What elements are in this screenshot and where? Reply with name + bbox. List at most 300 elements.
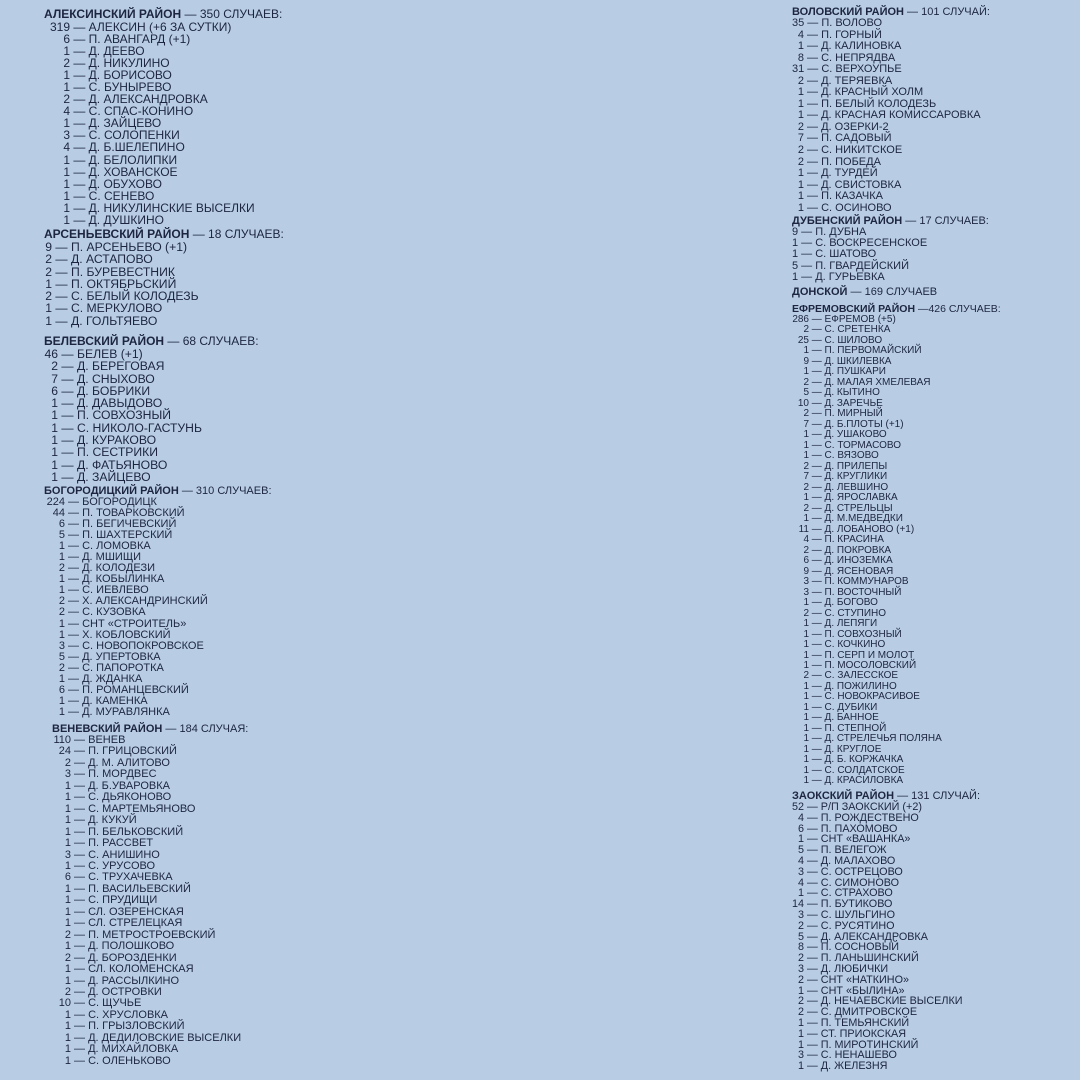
case-count: 1	[797, 887, 804, 900]
district-name: ДУБЕНСКИЙ РАЙОН	[792, 215, 903, 227]
case-count: 1	[63, 116, 70, 131]
settlement-name: — Д. КОБЫЛИНКА	[65, 573, 165, 586]
settlement-name: — С. УРУСОВО	[71, 859, 156, 872]
case-count: 1	[803, 722, 809, 734]
case-count: 1	[64, 894, 71, 907]
case-count: 5	[803, 387, 809, 399]
case-count: 2	[797, 120, 804, 133]
case-count: 1	[64, 1008, 71, 1021]
case-count: 6	[797, 822, 804, 835]
settlement-name: — С. ЩУЧЬЕ	[71, 997, 142, 1010]
settlement-name: — П. САДОВЫЙ	[804, 132, 892, 145]
case-count: 2	[797, 995, 804, 1008]
case-count: 1	[51, 457, 58, 472]
district-count: — 131 СЛУЧАЙ:	[894, 790, 980, 802]
case-count: 2	[45, 289, 52, 304]
district-list	[52, 735, 248, 1067]
case-count: 10	[797, 397, 809, 409]
settlement-name: — П. МЕТРОСТРОЕВСКИЙ	[71, 928, 216, 941]
case-count: 10	[58, 997, 71, 1010]
settlement-name: — Д. АСТАПОВО	[52, 252, 153, 267]
settlement-name: — Д. УШАКОВО	[809, 429, 887, 441]
settlement-name: — Д. РАССЫЛКИНО	[71, 974, 180, 987]
case-count: 1	[63, 176, 70, 191]
settlement-name: — П. КОММУНАРОВ	[809, 576, 909, 588]
district-header	[792, 286, 937, 298]
settlement-name: — С. КУЗОВКА	[65, 606, 146, 619]
district-count: — 310 СЛУЧАЕВ:	[178, 485, 272, 497]
settlement-name: — П. СОСНОВЫЙ	[804, 941, 900, 954]
settlement-name: — Д. СТРЕЛЕЧЬЯ ПОЛЯНА	[809, 733, 942, 745]
settlement-name: — Д. ШКИЛЕВКА	[809, 355, 892, 367]
case-count: 3	[797, 865, 804, 878]
settlement-name: — Х. КОБЛОВСКИЙ	[65, 628, 171, 641]
settlement-name: — П. РАССВЕТ	[71, 837, 154, 850]
settlement-name: — П. МОРДВЕС	[71, 768, 157, 781]
case-count: 1	[797, 201, 804, 214]
settlement-name: — Д. ЗАЙЦЕВО	[58, 469, 151, 484]
case-count: 2	[58, 606, 65, 619]
settlement-name: — П. СЕРП И МОЛОТ	[809, 649, 915, 661]
settlement-name: — П. РОЖДЕСТВЕНО	[804, 811, 919, 824]
settlement-name: — Д. БОГОВО	[809, 597, 878, 609]
case-count: 46	[44, 347, 58, 361]
settlement-name: — Д. БАННОЕ	[809, 712, 879, 724]
case-count: 44	[52, 507, 65, 520]
settlement-name: — Д. СНЫХОВО	[58, 371, 155, 386]
settlement-name: — П. ЛАНЬШИНСКИЙ	[804, 952, 919, 965]
settlement-name: — С. БУНЫРЕВО	[70, 80, 172, 95]
case-count: 4	[797, 811, 804, 824]
settlement-name: — С. СОЛОПЕНКИ	[70, 128, 180, 143]
settlement-name: — Д. ДУШКИНО	[70, 212, 164, 227]
case-count: 1	[45, 301, 52, 316]
case-count: 1	[803, 345, 809, 357]
case-count: 2	[64, 985, 71, 998]
settlement-name: — Д. КАЛИНОВКА	[804, 40, 902, 53]
case-count: 1	[64, 974, 71, 987]
case-count: 1	[803, 712, 809, 724]
case-count: 319	[49, 20, 70, 34]
case-count: 1	[792, 248, 799, 261]
case-count: 1	[797, 984, 804, 997]
case-count: 35	[792, 17, 805, 29]
settlement-name: — С. ХРУСЛОВКА	[71, 1008, 169, 1021]
settlement-name: — П. ПЕРВОМАЙСКИЙ	[809, 345, 922, 357]
case-count: 1	[64, 1031, 71, 1044]
case-count: 1	[64, 1054, 71, 1067]
case-count: 1	[792, 270, 799, 283]
district-zaok	[792, 790, 980, 1072]
district-venev	[52, 723, 248, 1067]
case-count: 1	[63, 68, 70, 83]
settlement-name: — СНТ «ВАШАНКА»	[804, 833, 911, 846]
settlement-name: — П. ГРЫЗЛОВСКИЙ	[71, 1020, 185, 1033]
settlement-name: — Д. ТУРДЕЙ	[804, 167, 878, 180]
case-count: 224	[46, 496, 65, 508]
settlement-name: — Д. ТЕРЯЕВКА	[804, 74, 893, 87]
settlement-name: — Д. БЕЛОЛИПКИ	[70, 152, 178, 167]
case-count: 1	[51, 469, 58, 484]
case-count: 2	[797, 919, 804, 932]
case-count: 1	[64, 859, 71, 872]
settlement-name: — С. БЕЛЫЙ КОЛОДЕЗЬ	[52, 289, 199, 304]
case-count: 52	[792, 801, 805, 813]
settlement-name: — П. БЕЛЬКОВСКИЙ	[71, 825, 184, 838]
settlement-name: — П. ШАХТЕРСКИЙ	[65, 529, 173, 542]
settlement-name: — С. МЕРКУЛОВО	[52, 301, 163, 316]
case-count: 1	[797, 97, 804, 110]
settlement-name: — Д. ДАВЫДОВО	[58, 396, 163, 411]
settlement-name: — П. ГРИЦОВСКИЙ	[71, 745, 177, 758]
case-count: 2	[797, 144, 804, 157]
settlement-name: — П. РОМАНЦЕВСКИЙ	[65, 683, 189, 696]
settlement-name: — СНТ «БЫЛИНА»	[804, 984, 905, 997]
case-count: 1	[803, 743, 809, 755]
case-count: 1	[58, 573, 65, 586]
case-count: 1	[803, 680, 809, 692]
settlement-name: — Д. ЯСЕНОВАЯ	[809, 565, 894, 577]
district-alexin	[44, 8, 282, 226]
settlement-row	[44, 707, 272, 718]
case-count: 1	[63, 200, 70, 215]
case-count: 1	[797, 1027, 804, 1040]
settlement-name: — С. НОВОПОКРОВСКОЕ	[65, 639, 204, 652]
case-count: 1	[803, 764, 809, 776]
district-count: — 18 СЛУЧАЕВ:	[189, 227, 284, 241]
settlement-name: — С. ШИЛОВО	[809, 334, 883, 346]
case-count: 5	[797, 930, 804, 943]
settlement-name: — ЕФРЕМОВ (+5)	[809, 314, 896, 325]
settlement-name: — СЛ. ОЗЕРЕНСКАЯ	[71, 905, 184, 918]
settlement-name: — П. ВАСИЛЬЕВСКИЙ	[71, 882, 191, 895]
settlement-name: — Д. М. АЛИТОВО	[71, 756, 170, 769]
settlement-name: — Д. МАЛАЯ ХМЕЛЕВАЯ	[809, 376, 931, 388]
settlement-name: — П. БУРЕВЕСТНИК	[52, 264, 175, 279]
settlement-row	[792, 776, 1001, 786]
settlement-name: — П. ГВАРДЕЙСКИЙ	[798, 259, 909, 272]
case-count: 6	[58, 518, 65, 531]
case-count: 1	[797, 40, 804, 53]
case-count: 1	[803, 701, 809, 713]
case-count: 1	[58, 617, 65, 630]
case-count: 2	[58, 661, 65, 674]
case-count: 1	[803, 450, 809, 462]
district-list	[44, 21, 282, 226]
settlement-name: — БЕЛЕВ (+1)	[58, 347, 143, 361]
case-count: 3	[803, 586, 809, 598]
case-count: 1	[58, 694, 65, 707]
case-count: 1	[64, 791, 71, 804]
settlement-name: — Д. КУРАКОВО	[58, 433, 157, 448]
settlement-name: — Д. БОРОЗДЕНКИ	[71, 951, 177, 964]
case-count: 6	[64, 871, 71, 884]
case-count: 286	[792, 314, 809, 325]
settlement-name: — Д. Б. КОРЖАЧКА	[809, 754, 904, 766]
settlement-name: — СЛ. КОЛОМЕНСКАЯ	[71, 963, 194, 976]
settlement-name: — Д. ОСТРОВКИ	[71, 985, 162, 998]
settlement-name: — Д. ЯРОСЛАВКА	[809, 492, 898, 504]
settlement-name: — С. АНИШИНО	[71, 848, 160, 861]
case-count: 14	[792, 898, 805, 911]
district-name: ЕФРЕМОВСКИЙ РАЙОН	[792, 303, 916, 315]
settlement-name: — Д. ЛОБАНОВО (+1)	[809, 523, 915, 535]
case-count: 1	[803, 754, 809, 766]
case-count: 1	[45, 276, 52, 291]
case-count: 6	[58, 683, 65, 696]
case-count: 3	[803, 576, 809, 588]
district-name: БОГОРОДИЦКИЙ РАЙОН	[44, 485, 179, 497]
case-count: 1	[797, 1016, 804, 1029]
district-list	[792, 315, 1001, 787]
settlement-name: — С. СЕНЕВО	[70, 188, 155, 203]
settlement-name: — Д. АЛЕКСАНДРОВКА	[70, 92, 208, 107]
case-count: 31	[792, 63, 805, 76]
settlement-name: — П. ДУБНА	[798, 226, 867, 238]
settlement-name: — П. ВЕЛЕГОЖ	[804, 844, 887, 857]
settlement-name: — П. ТЕМЬЯНСКИЙ	[804, 1016, 910, 1029]
settlement-row	[792, 203, 990, 215]
case-count: 1	[63, 80, 70, 95]
settlement-name: — П. ОКТЯБРЬСКИЙ	[52, 276, 177, 291]
district-list	[44, 497, 272, 718]
settlement-name: — Д. ЖЕЛЕЗНЯ	[804, 1060, 888, 1073]
settlement-name: — Д. ЖДАНКА	[65, 672, 143, 685]
case-count: 3	[797, 962, 804, 975]
settlement-name: — С. ИЕВЛЕВО	[65, 584, 149, 597]
case-count: 1	[792, 237, 799, 250]
settlement-name: — БОГОРОДИЦК	[65, 496, 157, 508]
case-count: 2	[803, 670, 809, 682]
case-count: 1	[64, 1043, 71, 1056]
settlement-name: — СТ. ПРИОКСКАЯ	[804, 1027, 907, 1040]
case-count: 2	[45, 252, 52, 267]
case-count: 2	[797, 952, 804, 965]
settlement-name: — С. НИКИТСКОЕ	[804, 144, 903, 157]
case-count: 1	[64, 882, 71, 895]
case-count: 1	[63, 188, 70, 203]
case-count: 4	[797, 854, 804, 867]
settlement-name: — Д. КРУГЛИКИ	[809, 471, 888, 483]
settlement-name: — С. ТРУХАЧЕВКА	[71, 871, 173, 884]
case-count: 2	[45, 264, 52, 279]
settlement-name: — Д. Б.ШЕЛЕПИНО	[70, 140, 185, 155]
district-list	[44, 241, 284, 327]
settlement-name: — С. ДМИТРОВСКОЕ	[804, 1006, 918, 1019]
case-count: 1	[51, 396, 58, 411]
district-name: ЗАОКСКИЙ РАЙОН	[792, 790, 895, 802]
settlement-name: — С. ЗАЛЕССКОЕ	[809, 670, 899, 682]
settlement-name: — Д. ЛЕВШИНО	[809, 481, 889, 493]
case-count: 7	[51, 371, 58, 386]
settlement-name: — Д. БЕРЕГОВАЯ	[58, 359, 165, 374]
case-count: 1	[803, 691, 809, 703]
settlement-name: — Д. МИХАЙЛОВКА	[71, 1043, 179, 1056]
case-count: 5	[58, 529, 65, 542]
settlement-name: — П. ТОВАРКОВСКИЙ	[65, 507, 185, 520]
settlement-name: — Д. ПРИЛЕПЫ	[809, 460, 888, 472]
district-count: — 101 СЛУЧАЙ:	[904, 6, 990, 18]
case-count: 2	[51, 359, 58, 374]
case-count: 9	[792, 226, 799, 238]
settlement-name: — Д. КЫТИНО	[809, 387, 880, 399]
settlement-name: — СНТ «НАТКИНО»	[804, 973, 909, 986]
case-count: 1	[803, 492, 809, 504]
case-count: 1	[64, 802, 71, 815]
district-count: — 184 СЛУЧАЯ:	[162, 723, 249, 735]
settlement-name: — Д. ИНОЗЕМКА	[809, 555, 893, 567]
settlement-name: — Х. АЛЕКСАНДРИНСКИЙ	[65, 595, 208, 608]
settlement-name: — С. СТРАХОВО	[804, 887, 893, 900]
case-count: 3	[64, 848, 71, 861]
settlement-name: — Д. НИКУЛИНО	[70, 56, 170, 71]
case-count: 1	[64, 779, 71, 792]
settlement-name: — С. СИМОНОВО	[804, 876, 899, 889]
settlement-name: — Д. ГОЛЬТЯЕВО	[52, 313, 158, 328]
settlement-name: — С. КОЧКИНО	[809, 639, 886, 651]
settlement-name: — С. НЕНАШЕВО	[804, 1049, 897, 1062]
case-count: 1	[51, 433, 58, 448]
settlement-name: — Д. КАМЕНКА	[65, 694, 148, 707]
case-count: 1	[58, 628, 65, 641]
case-count: 6	[63, 32, 70, 47]
case-count: 1	[803, 429, 809, 441]
district-count: — 169 СЛУЧАЕВ	[847, 286, 938, 298]
case-count: 2	[803, 408, 809, 420]
case-count: 1	[803, 439, 809, 451]
settlement-name: — Д. ЗАРЕЧЬЕ	[809, 397, 883, 409]
settlement-name: — Д. СВИСТОВКА	[804, 178, 902, 191]
case-count: 5	[797, 844, 804, 857]
district-bogor	[44, 485, 272, 718]
settlement-row	[44, 214, 282, 226]
settlement-name: — С. НЕПРЯДВА	[804, 51, 896, 64]
case-count: 2	[803, 544, 809, 556]
settlement-name: — С. ШАТОВО	[798, 248, 877, 261]
settlement-name: — С. ОСИНОВО	[804, 201, 892, 214]
settlement-name: — С. СТУПИНО	[809, 607, 887, 619]
settlement-name: — П. КАЗАЧКА	[804, 190, 883, 203]
case-count: 1	[797, 1060, 804, 1073]
district-name: ВЕНЕВСКИЙ РАЙОН	[52, 723, 163, 735]
settlement-name: — Д. НИКУЛИНСКИЕ ВЫСЕЛКИ	[70, 200, 255, 215]
case-count: 1	[803, 628, 809, 640]
settlement-name: — П. МИРНЫЙ	[809, 408, 883, 420]
case-count: 2	[58, 562, 65, 575]
case-count: 1	[803, 639, 809, 651]
settlement-name: — С. ЛОМОВКА	[65, 540, 151, 553]
settlement-row	[44, 471, 259, 483]
settlement-name: — Д. ПОКРОВКА	[809, 544, 892, 556]
case-count: 2	[803, 460, 809, 472]
case-count: 8	[797, 941, 804, 954]
case-count: 1	[803, 649, 809, 661]
case-count: 1	[63, 152, 70, 167]
settlement-name: — Д. МУРАВЛЯНКА	[65, 705, 170, 718]
case-count: 2	[797, 973, 804, 986]
settlement-name: — П. АРСЕНЬЕВО (+1)	[52, 240, 188, 254]
case-count: 1	[58, 540, 65, 553]
settlement-name: — СЛ. СТРЕЛЕЦКАЯ	[71, 917, 183, 930]
settlement-row	[792, 272, 989, 283]
case-count: 1	[63, 212, 70, 227]
case-count: 4	[797, 28, 804, 41]
district-count: —426 СЛУЧАЕВ:	[915, 303, 1001, 315]
settlement-name: — Д. АЛЕКСАНДРОВКА	[804, 930, 928, 943]
settlement-name: — Д. УПЕРТОВКА	[65, 650, 161, 663]
settlement-name: — С. ПРУДИЩИ	[71, 894, 158, 907]
case-count: 2	[803, 502, 809, 514]
case-count: 3	[797, 908, 804, 921]
case-count: 7	[797, 132, 804, 145]
case-count: 1	[803, 733, 809, 745]
settlement-name: — СНТ «СТРОИТЕЛЬ»	[65, 617, 187, 630]
case-count: 110	[53, 734, 71, 746]
settlement-name: — Д. ДЕДИЛОВСКИЕ ВЫСЕЛКИ	[71, 1031, 242, 1044]
settlement-name: — С. НИКОЛО-ГАСТУНЬ	[58, 420, 202, 435]
case-count: 1	[803, 597, 809, 609]
settlement-name: — Д. М.МЕДВЕДКИ	[809, 513, 903, 525]
case-count: 3	[58, 639, 65, 652]
case-count: 1	[64, 940, 71, 953]
district-name: БЕЛЕВСКИЙ РАЙОН	[44, 334, 165, 348]
settlement-name: — Д. МАЛАХОВО	[804, 854, 896, 867]
case-count: 1	[64, 837, 71, 850]
settlement-name: — Д. Б.УВАРОВКА	[71, 779, 170, 792]
case-count: 1	[51, 408, 58, 423]
case-count: 6	[803, 555, 809, 567]
settlement-name: — П. СЕСТРИКИ	[58, 445, 159, 460]
settlement-name: — С. ДУБИКИ	[809, 701, 878, 713]
case-count: 9	[803, 355, 809, 367]
case-count: 1	[64, 963, 71, 976]
settlement-name: — Д. КРАСНАЯ КОМИССАРОВКА	[804, 109, 981, 122]
case-count: 5	[58, 650, 65, 663]
case-count: 1	[51, 445, 58, 460]
case-count: 1	[45, 313, 52, 328]
settlement-name: — Д. НЕЧАЕВСКИЕ ВЫСЕЛКИ	[804, 995, 963, 1008]
settlement-name: — Д. Б.ПЛОТЫ (+1)	[809, 418, 904, 430]
settlement-name: — С. СОЛДАТСКОЕ	[809, 764, 905, 776]
settlement-name: — ВЕНЕВ	[71, 734, 126, 746]
case-count: 7	[803, 471, 809, 483]
district-list	[792, 802, 980, 1072]
settlement-name: — С. СРЕТЕНКА	[809, 324, 891, 336]
case-count: 1	[58, 705, 65, 718]
settlement-name: — Д. КОЛОДЕЗИ	[65, 562, 156, 575]
district-name: ВОЛОВСКИЙ РАЙОН	[792, 6, 904, 18]
case-count: 1	[58, 551, 65, 564]
settlement-name: — С. ОСТРЕЦОВО	[804, 865, 903, 878]
case-count: 2	[797, 1006, 804, 1019]
settlement-name: — С. ВЕРХОУПЬЕ	[804, 63, 902, 76]
settlement-name: — П. ВОСТОЧНЫЙ	[809, 586, 902, 598]
district-list	[44, 348, 259, 483]
settlement-row	[44, 315, 284, 327]
case-count: 1	[64, 825, 71, 838]
case-count: 9	[803, 565, 809, 577]
case-count: 2	[58, 595, 65, 608]
case-count: 2	[63, 92, 70, 107]
settlement-name: — Д. ПОЛОШКОВО	[71, 940, 175, 953]
settlement-name: — С. ШУЛЬГИНО	[804, 908, 895, 921]
case-count: 24	[58, 745, 71, 758]
district-arsen	[44, 228, 284, 327]
case-count: 11	[798, 523, 809, 535]
settlement-name: — П. ВОЛОВО	[804, 17, 883, 29]
case-count: 1	[803, 366, 809, 378]
case-count: 4	[803, 534, 809, 546]
